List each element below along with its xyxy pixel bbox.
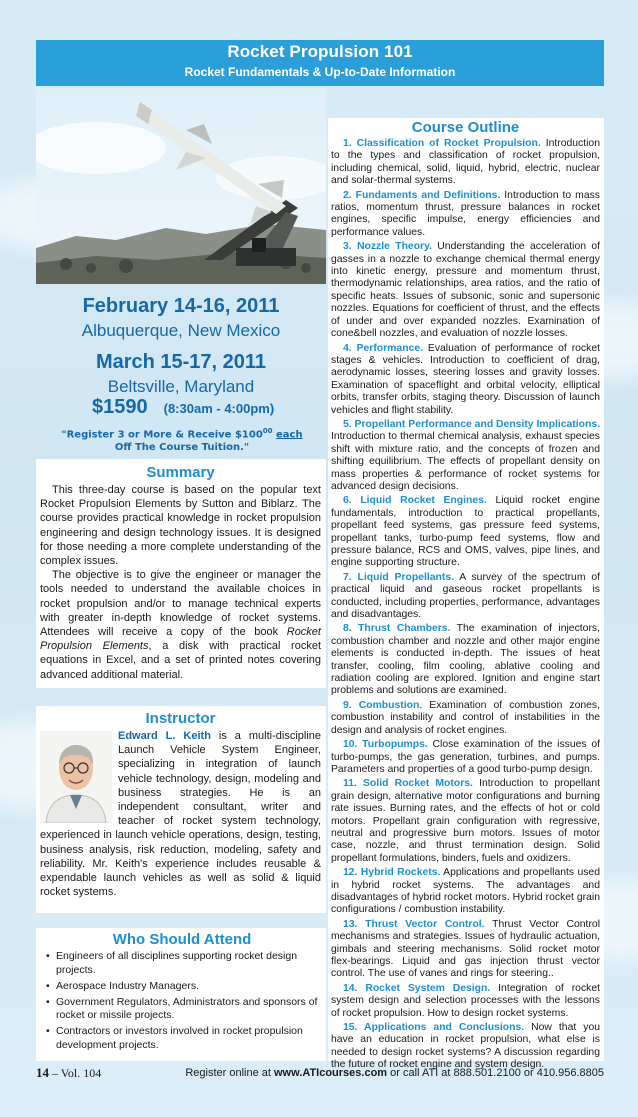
volume-label: – Vol. 104 [49,1066,102,1080]
page-footer [36,1063,604,1083]
outline-item-title: 11. Solid Rocket Motors. [343,778,473,790]
list-item: • Contractors or investors involved in rocket propulsion development projects. [44,1025,320,1052]
outline-item-text: Introduction to mass ratios, momentum thrust, pressure balances in rocket engines, specific impulse, energy efficiencies and performance values. [331,189,600,238]
instructor-section [36,706,326,913]
audience-list [44,950,320,1053]
outline-item [331,419,600,493]
list-item: • Engineers of all disciplines supporting rocket design projects. [44,950,320,977]
outline-item-text: A survey of the spectrum of practical liquid and gaseous rocket propellants is conducted, including properties, performance, advantages and disadvantages. [331,571,600,621]
rocket-launcher-photo [36,88,326,284]
instructor-portrait [40,731,112,823]
outline-item-text: Now that you have an education in rocket propulsion, what else is needed to design rocket systems? A discussion regarding the future of rocket engine and system design. [331,1022,600,1071]
outline-item-title: 4. Performance. [343,342,423,354]
outline-item-title: 15. Applications and Conclusions. [343,1022,525,1034]
outline-item-title: 10. Turbopumps. [343,739,428,751]
outline-item-text: Applications and propellants used in hybrid rocket systems. The advantages and disadvantages of hybrid rocket motors. Hybrid rocket grain configurations / combustion instability. [331,867,600,916]
course-price: $1590 [92,396,148,418]
outline-heading: Course Outline [411,119,520,136]
outline-item-text: Evaluation of performance of rocket stages & vehicles. Introduction to coefficient of drag, aerodynamic losses, steering losses and gravity losses. Examination of spaceflight and orbital velocity, elliptical orbits, transfer orbits, staging theory. Discussion of launch vehicles and flight stability. [331,342,600,416]
outline-item-title: 6. Liquid Rocket Engines. [343,495,487,507]
promo-superscript: 00 [262,427,273,435]
course-hours: (8:30am - 4:00pm) [163,401,275,416]
portrait-illustration [40,731,112,823]
outline-item-text: The examination of injectors, combustion chamber and nozzle and other major engine elements is conducted in-depth. The issues of heat transfer, cooling, film cooling, ablative cooling and radiation cooling are explored. Ignition and engine start problems and solutions are examined. [331,623,600,697]
outline-item-title: 5. Propellant Performance and Density Implications. [343,418,600,430]
outline-item-title: 9. Combustion [343,699,420,711]
outline-item [331,343,600,417]
outline-item-text: Understanding the acceleration of gasses in a nozzle to exchange chemical thermal energy into kinetic energy, pressure and momentum thrust, thermodynamic relationships, area ratios, and the ratio of specific heats. Issues of subsonic, sonic and supersonic nozzles. Equations for coefficient of thrust, and the effects of under and over expanded nozzles. Examination of cone&bell nozzles, and evaluation of nozzle losses. [331,241,600,340]
outline-item-title: 7. Liquid Propellants. [343,571,454,583]
summary-text: , a disk with practical rocket equations in Excel, and a set of printed notes covering advanced additional material. [40,640,321,681]
session1-location: Albuquerque, New Mexico [81,321,281,340]
summary-paragraph: This three-day course is based on the popular text Rocket Propulsion Elements by Sutton and Biblarz. The course provides practical knowledge in rocket propulsion engineering and design technology issues. It is designed for those needing a more complete understanding of the complex issues. [40,484,321,568]
outline-item-text: . Examination of combustion zones, combustion instability and control of instabilities in the design and analysis of rocket engines. [331,699,601,736]
outline-item-text: Introduction to thermal chemical analysis, exhaust species shift with mixture ratio, and the concepts of frozen and shifting equilibrium. The effects of propellant density on mass properties & performance of rocket systems for advanced design decisions. [331,431,600,492]
instructor-heading: Instructor [145,710,216,727]
outline-item [331,778,600,865]
course-subtitle: Rocket Fundamentals & Up-to-Date Information [184,65,456,79]
outline-item-text: Close examination of the issues of turbo-pumps, the gas generation, turbines, and pumps. Parameters and properties of a good turbo-pump design. [331,739,600,775]
summary-heading: Summary [146,464,215,481]
register-text: Register online at [185,1067,274,1079]
outline-item-title: 12. Hybrid Rockets. [343,867,441,879]
list-item: • Government Regulators, Administrators and sponsors of rocket or missile projects. [44,996,320,1023]
outline-item-title: 1. Classification of Rocket Propulsion. [343,138,541,149]
group-discount-note [40,425,324,454]
outline-item-title: 2. Fundaments and Definitions. [343,189,501,201]
instructor-bio-text: is a multi-discipline Launch Vehicle System Engineer, specializing in integration of launch vehicle technology, design, modeling and business strategies. He is an independent consultant, writer and teacher of rocket system technology, experienced in launch vehicle operations, design, testing, business analysis, risk reduction, modeling, safety and reliability. Mr. Keith's experience includes reusable & expendable launch vehicles as well as solid & liquid rocket systems. [40,730,321,899]
outline-item-title: 3. Nozzle Theory. [343,241,432,253]
outline-item-text: Integration of rocket system design and selection processes with the lessons of rocket propulsion. How to design rocket systems. [331,982,600,1019]
summary-paragraph [40,568,321,682]
session1-date: February 14-16, 2011 [82,295,280,317]
outline-item-title: 8. Thrust Chambers. [343,623,451,635]
outline-item-title: 14. Rocket System Design. [343,982,491,994]
who-heading: Who Should Attend [112,931,252,948]
outline-item [331,867,600,917]
instructor-name: Edward L. Keith [118,730,211,742]
register-phone-text: or call ATI at 888.501.2100 or 410.956.8805 [387,1067,604,1079]
summary-section [36,459,326,688]
outline-item [331,241,600,340]
session2-date: March 15-17, 2011 [95,351,267,373]
outline-item [331,495,600,569]
registration-line [185,1063,604,1083]
book-title: Rocket Propulsion Elements [40,626,321,653]
outline-item [331,700,600,737]
summary-text: The objective is to give the engineer or manager the tools needed to understand the available choices in rocket propulsion and/or to manage technical experts with greater in-depth knowledge of rocket systems. Attendees will receive a copy of the book [40,569,321,639]
outline-item [331,623,600,697]
session2-location: Beltsville, Maryland [107,377,255,396]
outline-item [331,983,600,1020]
outline-item [331,739,600,776]
rocket-photo-illustration [36,88,326,284]
outline-item [331,572,600,622]
list-item: • Aerospace Industry Managers. [44,980,320,994]
instructor-bio [40,729,321,899]
course-header [36,40,604,86]
course-outline-section [328,118,604,1071]
outline-item [331,138,600,188]
outline-item-text: Liquid rocket engine fundamentals, introduction to practical propellants, propellant feed systems, gas pressure feed systems, propellant tanks, turbo-pump feed systems, flow and pressure balance, RCS and OMS, valves, pipe lines, and engine supporting structure. [331,495,600,569]
who-should-attend-section [36,928,326,1061]
outline-item [331,190,600,240]
promo-text-tail: Off The Course Tuition." [114,442,250,454]
price-row [92,396,274,419]
outline-item [331,919,600,981]
outline-item-text: Thrust Vector Control mechanisms and strategies. Issues of hydraulic actuation, gimbals and steering mechanisms. Solid rocket motor flex-bearings. Liquid and gas injection thrust vector control. The use of vanes and rings for steering.. [331,918,600,980]
promo-text: "Register 3 or More & Receive $100 [61,429,263,441]
page-number [36,1063,101,1083]
course-title: Rocket Propulsion 101 [227,42,413,61]
outline-item-title: 13. Thrust Vector Control. [343,918,485,930]
page-number-value: 14 [36,1065,49,1080]
outline-item-text: Introduction to the types and classification of rocket propulsion, including chemical, solid, liquid, hybrid, electric, nuclear and solar-thermal systems. [331,138,600,187]
promo-each: each [276,429,303,441]
outline-item-text: Introduction to propellant grain design, alternative motor configurations and burning rate issues. Burning rates, and the effects of hot or cold motors. Propellant grain configuration with regressive, neutral and progressive burn motors. Issues of motor case, nozzle, and thrust termination design. Solid propellant formulations, binders, fuels and oxidizers. [331,778,600,864]
website-link[interactable]: www.ATIcourses.com [274,1067,388,1079]
schedule-block [36,293,326,399]
